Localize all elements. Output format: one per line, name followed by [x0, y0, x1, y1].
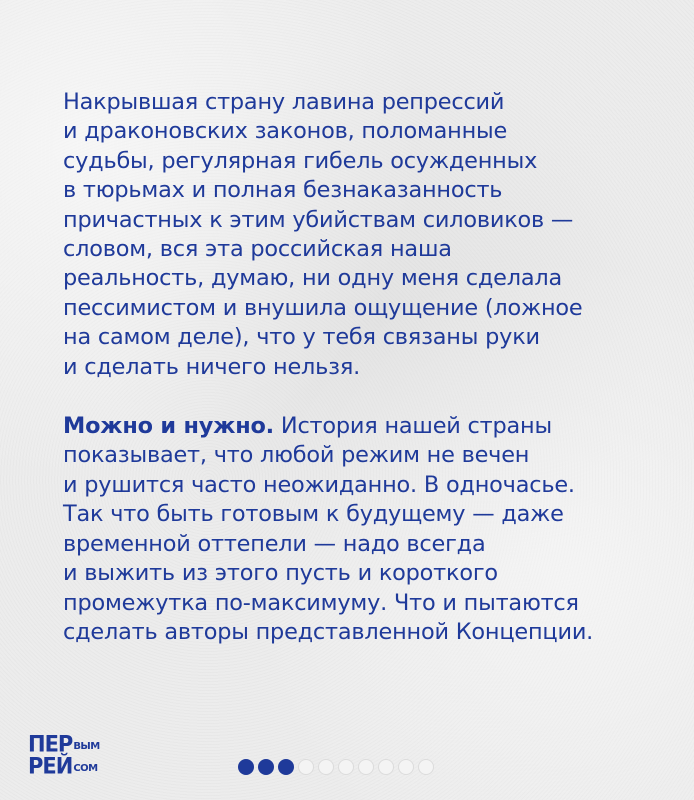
paragraph-2-lead: Можно и нужно.: [63, 413, 274, 440]
logo-line-1-big: ПЕР: [28, 731, 73, 757]
pagination-dot[interactable]: [278, 759, 294, 775]
logo-line-1-small: ВЫМ: [73, 741, 100, 752]
logo-line-2: [28, 755, 118, 777]
pagination-dot[interactable]: [298, 759, 314, 775]
logo-line-1: [28, 733, 118, 755]
article-text: [63, 88, 643, 647]
pagination-dot[interactable]: [258, 759, 274, 775]
pagination-dot[interactable]: [398, 759, 414, 775]
pagination-dot[interactable]: [238, 759, 254, 775]
paragraph-2: [63, 412, 643, 647]
pagination-dot[interactable]: [318, 759, 334, 775]
logo-line-2-small: СОМ: [73, 763, 98, 774]
pagination-dot[interactable]: [418, 759, 434, 775]
pagination-dot[interactable]: [338, 759, 354, 775]
paragraph-2-body: История нашей страны показывает, что любой режим не вечен и рушится часто неожиданно. В одночасье. Так что быть готовым к будущему — даже временной оттепели — надо всегда и выжить из этого пусть и короткого промежутка по-максимуму. Что и пытаются сделать авторы представленной Концепции.: [63, 413, 594, 645]
logo-line-2-big: РЕЙ: [28, 753, 73, 779]
pagination-dot[interactable]: [378, 759, 394, 775]
slide-pagination[interactable]: [238, 758, 434, 776]
brand-logo: [28, 733, 118, 777]
pagination-dot[interactable]: [358, 759, 374, 775]
paragraph-1: Накрывшая страну лавина репрессий и драконовских законов, поломанные судьбы, регулярная гибель осужденных в тюрьмах и полная безнаказанность причастных к этим убийствам силовиков — словом, вся эта российская наша реальность, думаю, ни одну меня сделала пессимистом и внушила ощущение (ложное на самом деле), что у тебя связаны руки и сделать ничего нельзя.: [63, 89, 583, 380]
